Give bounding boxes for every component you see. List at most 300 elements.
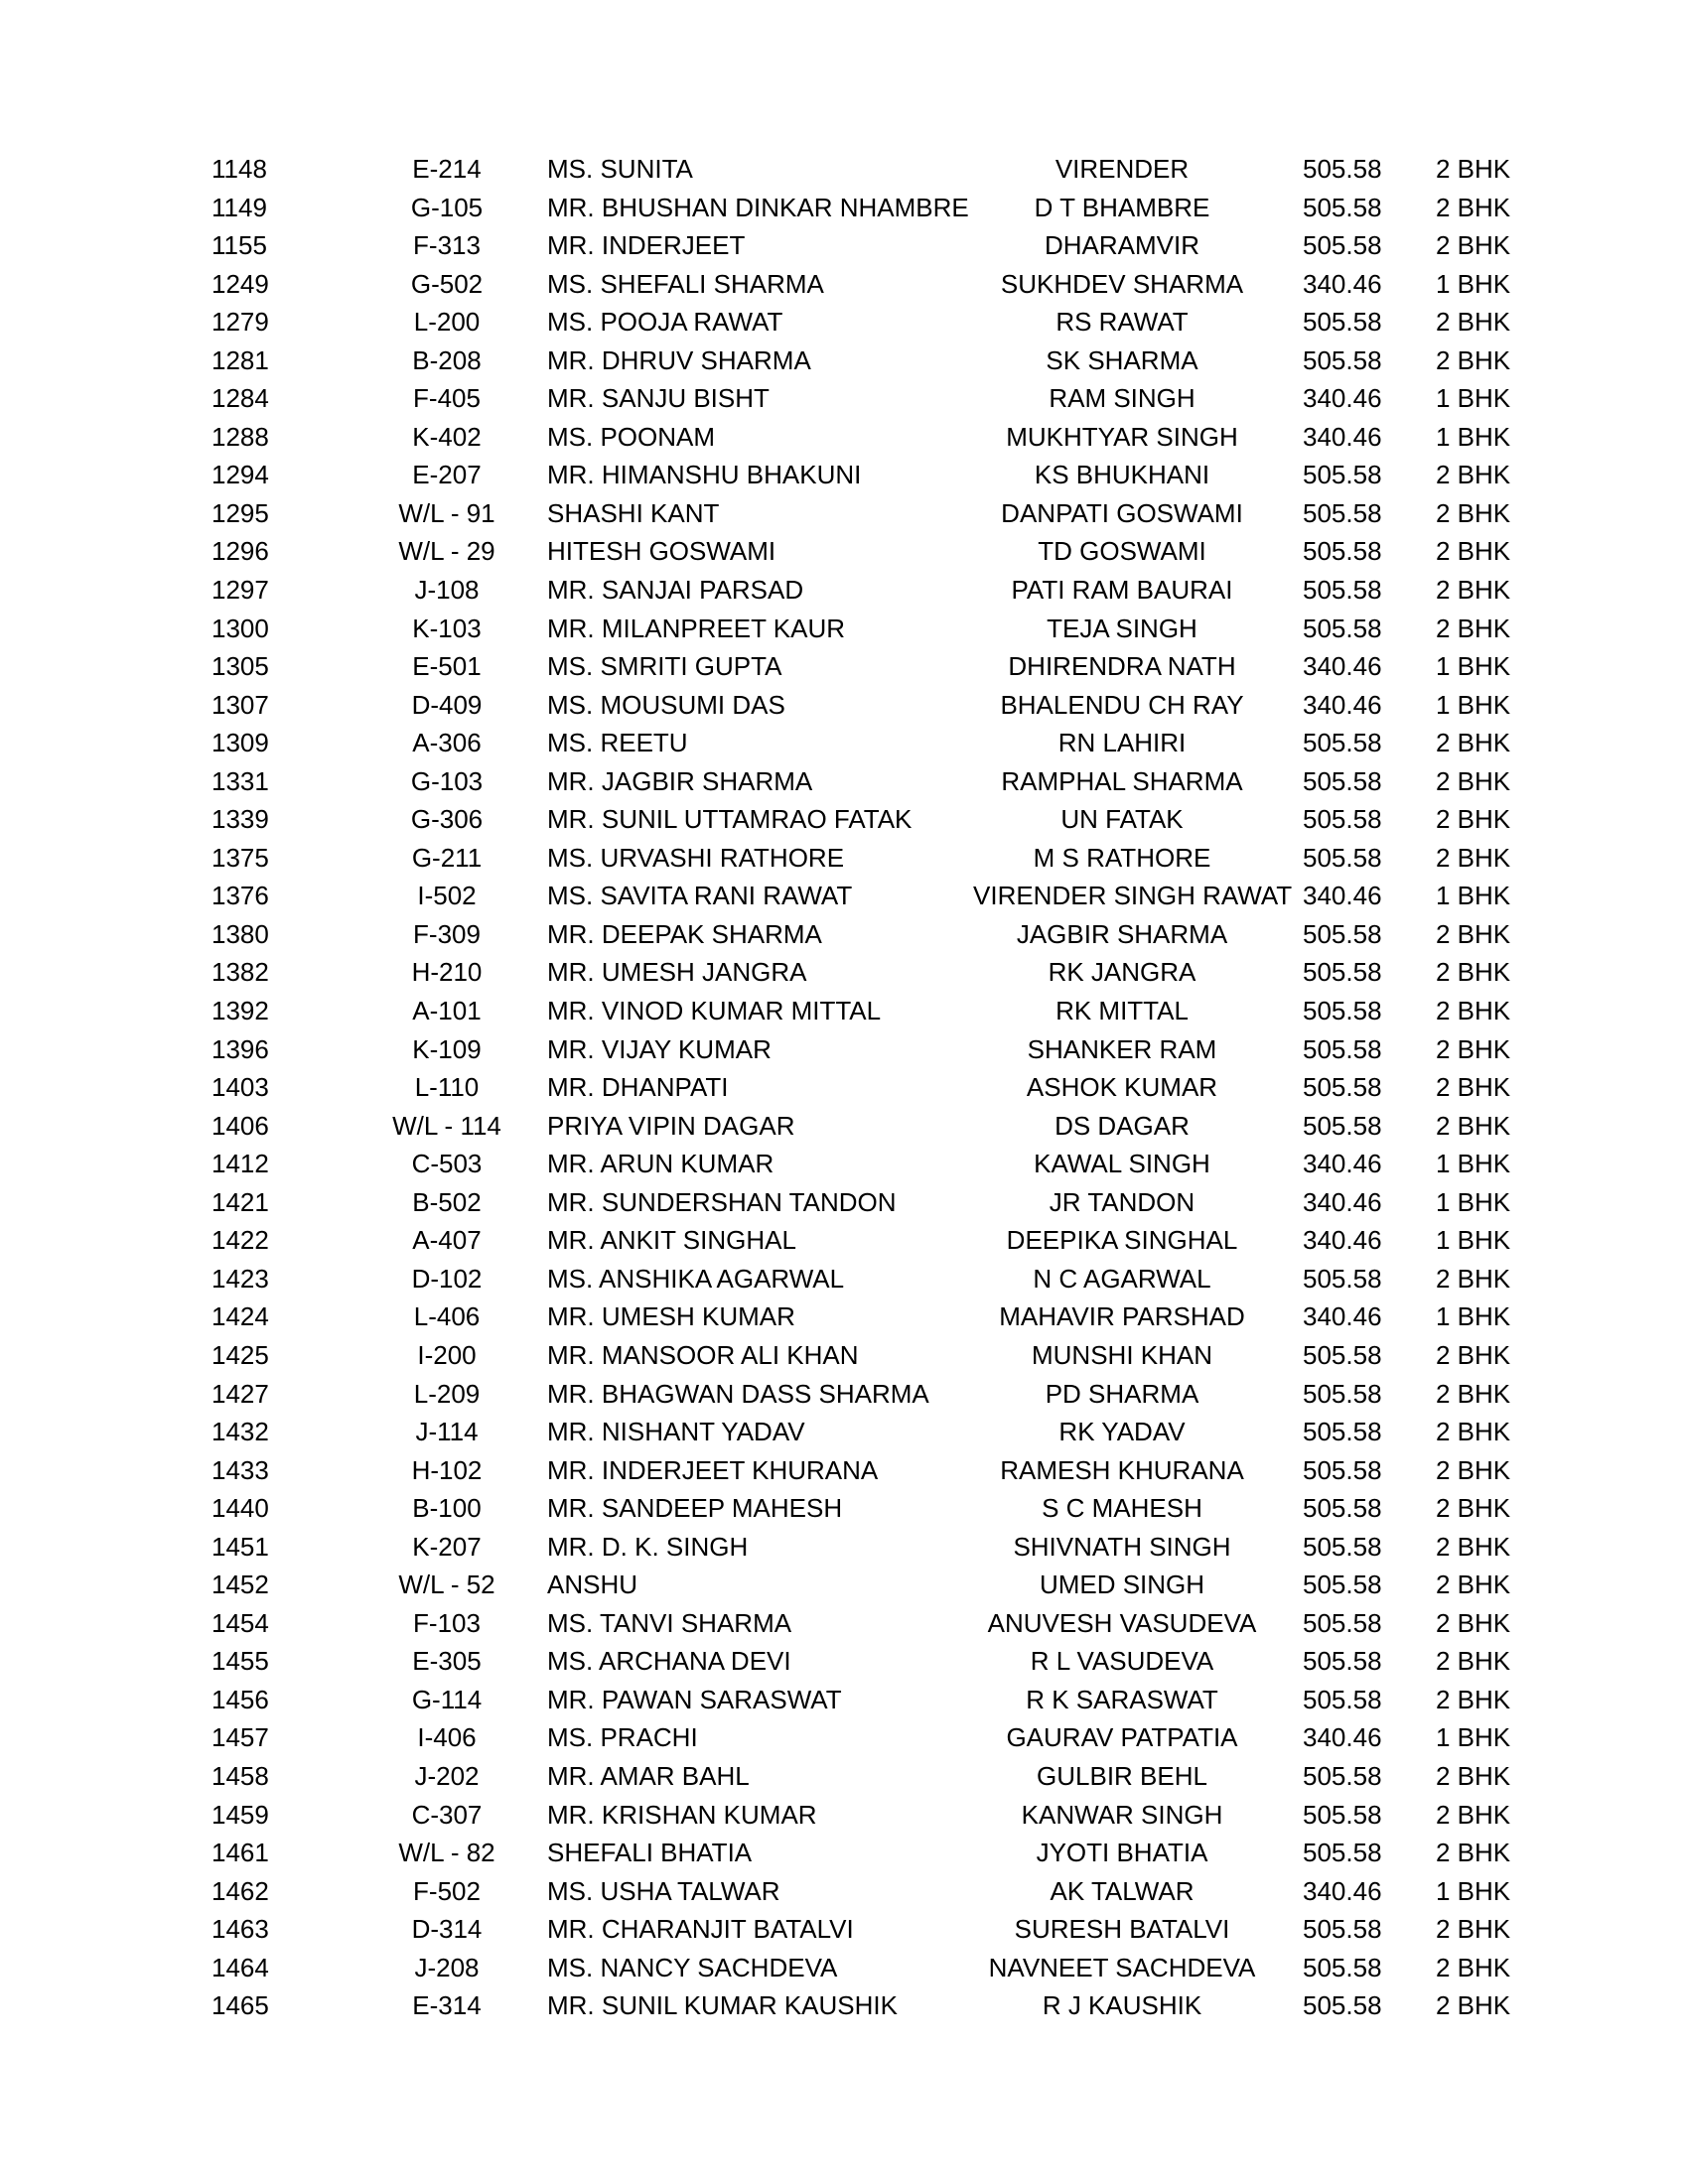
flat-area: 505.58 (1303, 1417, 1382, 1447)
flat-number: H-210 (411, 957, 483, 988)
serial-number: 1279 (211, 307, 269, 338)
table-row (0, 1297, 1688, 1336)
father-name: JAGBIR SHARMA (1016, 918, 1228, 949)
flat-type: 2 BHK (1436, 307, 1511, 338)
table-row (0, 800, 1688, 839)
table-row (0, 1566, 1688, 1604)
flat-number: J-114 (415, 1417, 479, 1447)
flat-number: D-102 (411, 1263, 483, 1294)
flat-number: L-200 (413, 307, 481, 338)
father-name: PD SHARMA (1045, 1378, 1199, 1409)
flat-area: 505.58 (1303, 918, 1382, 949)
father-name: KANWAR SINGH (1021, 1799, 1223, 1830)
father-name: KAWAL SINGH (1034, 1149, 1210, 1179)
father-name: RK YADAV (1058, 1417, 1186, 1447)
serial-number: 1331 (211, 765, 269, 796)
father-name: BHALENDU CH RAY (1000, 689, 1244, 720)
flat-type: 2 BHK (1436, 1684, 1511, 1714)
flat-number: K-402 (412, 421, 482, 452)
serial-number: 1396 (211, 1033, 269, 1064)
flat-number: F-313 (413, 230, 481, 261)
allottee-name: MR. INDERJEET KHURANA (547, 1454, 879, 1485)
serial-number: 1392 (211, 996, 269, 1026)
allottee-name: MR. SANJU BISHT (547, 383, 770, 414)
table-row (0, 610, 1688, 648)
flat-area: 505.58 (1303, 1914, 1382, 1945)
serial-number: 1421 (211, 1186, 269, 1217)
flat-type: 2 BHK (1436, 1033, 1511, 1064)
allottee-name: MR. VIJAY KUMAR (547, 1033, 772, 1064)
allottee-name: MR. DHRUV SHARMA (547, 344, 811, 375)
flat-type: 2 BHK (1436, 1570, 1511, 1600)
flat-type: 2 BHK (1436, 1838, 1511, 1868)
serial-number: 1451 (211, 1531, 269, 1562)
flat-type: 2 BHK (1436, 1110, 1511, 1141)
flat-number: A-306 (412, 728, 482, 758)
table-row (0, 1068, 1688, 1107)
flat-area: 505.58 (1303, 497, 1382, 528)
flat-number: C-503 (411, 1149, 483, 1179)
flat-number: I-502 (417, 881, 477, 911)
father-name: RAMESH KHURANA (1000, 1454, 1244, 1485)
allottee-name: MS. TANVI SHARMA (547, 1607, 792, 1638)
flat-number: K-103 (412, 613, 482, 643)
father-name: VIRENDER (1055, 154, 1190, 184)
father-name: RK MITTAL (1055, 996, 1189, 1026)
father-name: MUNSHI KHAN (1031, 1339, 1212, 1370)
serial-number: 1403 (211, 1072, 269, 1103)
flat-number: E-305 (412, 1646, 482, 1677)
serial-number: 1307 (211, 689, 269, 720)
flat-area: 505.58 (1303, 1072, 1382, 1103)
flat-area: 505.58 (1303, 1646, 1382, 1677)
flat-area: 505.58 (1303, 804, 1382, 835)
father-name: MUKHTYAR SINGH (1006, 421, 1238, 452)
flat-number: W/L - 29 (398, 536, 495, 567)
serial-number: 1425 (211, 1339, 269, 1370)
table-row (0, 532, 1688, 571)
flat-number: L-209 (413, 1378, 481, 1409)
table-row (0, 494, 1688, 533)
flat-type: 1 BHK (1436, 1722, 1511, 1753)
serial-number: 1375 (211, 842, 269, 873)
flat-area: 505.58 (1303, 307, 1382, 338)
father-name: M S RATHORE (1033, 842, 1211, 873)
serial-number: 1454 (211, 1607, 269, 1638)
flat-number: G-211 (411, 842, 483, 873)
flat-type: 2 BHK (1436, 1493, 1511, 1524)
table-row (0, 1910, 1688, 1949)
flat-number: F-502 (413, 1875, 481, 1906)
flat-type: 2 BHK (1436, 154, 1511, 184)
father-name: PATI RAM BAURAI (1011, 575, 1233, 606)
serial-number: 1305 (211, 651, 269, 682)
allottee-name: PRIYA VIPIN DAGAR (547, 1110, 795, 1141)
serial-number: 1412 (211, 1149, 269, 1179)
table-row (0, 418, 1688, 457)
flat-type: 2 BHK (1436, 1339, 1511, 1370)
allottee-name: MR. DEEPAK SHARMA (547, 918, 822, 949)
flat-area: 340.46 (1303, 689, 1382, 720)
serial-number: 1155 (211, 230, 267, 261)
flat-area: 505.58 (1303, 996, 1382, 1026)
father-name: DEEPIKA SINGHAL (1006, 1225, 1238, 1256)
father-name: RS RAWAT (1055, 307, 1189, 338)
flat-number: B-208 (412, 344, 482, 375)
flat-area: 340.46 (1303, 1722, 1382, 1753)
serial-number: 1295 (211, 497, 269, 528)
flat-type: 1 BHK (1436, 421, 1511, 452)
serial-number: 1297 (211, 575, 269, 606)
serial-number: 1461 (211, 1838, 269, 1868)
allottee-name: MR. SUNDERSHAN TANDON (547, 1186, 897, 1217)
allottee-name: MR. BHUSHAN DINKAR NHAMBRE (547, 192, 969, 222)
flat-type: 2 BHK (1436, 1990, 1511, 2021)
father-name: ANUVESH VASUDEVA (987, 1607, 1257, 1638)
flat-type: 1 BHK (1436, 383, 1511, 414)
flat-number: F-309 (413, 918, 481, 949)
table-row (0, 686, 1688, 725)
flat-number: J-208 (414, 1952, 480, 1982)
flat-type: 2 BHK (1436, 1531, 1511, 1562)
table-row (0, 839, 1688, 878)
flat-type: 2 BHK (1436, 1378, 1511, 1409)
table-row (0, 1336, 1688, 1375)
allottee-name: MR. UMESH JANGRA (547, 957, 807, 988)
serial-number: 1440 (211, 1493, 269, 1524)
flat-number: F-103 (413, 1607, 481, 1638)
flat-number: E-214 (412, 154, 482, 184)
allottee-name: MS. USHA TALWAR (547, 1875, 780, 1906)
flat-type: 1 BHK (1436, 689, 1511, 720)
allottee-name: MR. CHARANJIT BATALVI (547, 1914, 854, 1945)
allottee-name: SHEFALI BHATIA (547, 1838, 753, 1868)
father-name: UN FATAK (1060, 804, 1184, 835)
allottee-name: MS. POOJA RAWAT (547, 307, 783, 338)
table-row (0, 226, 1688, 265)
allottee-name: MS. REETU (547, 728, 688, 758)
flat-type: 2 BHK (1436, 575, 1511, 606)
serial-number: 1281 (211, 344, 269, 375)
flat-area: 505.58 (1303, 613, 1382, 643)
allottee-name: MR. SANJAI PARSAD (547, 575, 804, 606)
flat-type: 1 BHK (1436, 1186, 1511, 1217)
flat-area: 505.58 (1303, 728, 1382, 758)
table-row (0, 379, 1688, 418)
allottee-name: MS. SHEFALI SHARMA (547, 268, 824, 299)
table-row (0, 1642, 1688, 1681)
allottee-name: MR. SANDEEP MAHESH (547, 1493, 843, 1524)
flat-number: K-109 (412, 1033, 482, 1064)
flat-type: 2 BHK (1436, 957, 1511, 988)
allottee-name: MS. ARCHANA DEVI (547, 1646, 791, 1677)
allottee-name: MR. AMAR BAHL (547, 1760, 750, 1791)
serial-number: 1339 (211, 804, 269, 835)
flat-area: 505.58 (1303, 1378, 1382, 1409)
allottee-name: MR. SUNIL KUMAR KAUSHIK (547, 1990, 898, 2021)
serial-number: 1294 (211, 460, 269, 490)
serial-number: 1148 (211, 154, 267, 184)
allottee-name: MR. MANSOOR ALI KHAN (547, 1339, 859, 1370)
flat-number: J-108 (414, 575, 480, 606)
table-row (0, 341, 1688, 380)
allottee-name: MR. VINOD KUMAR MITTAL (547, 996, 882, 1026)
serial-number: 1422 (211, 1225, 269, 1256)
father-name: R L VASUDEVA (1030, 1646, 1214, 1677)
serial-number: 1452 (211, 1570, 269, 1600)
table-row (0, 1986, 1688, 2025)
table-row (0, 1451, 1688, 1490)
flat-area: 340.46 (1303, 1301, 1382, 1332)
allottee-name: MR. BHAGWAN DASS SHARMA (547, 1378, 929, 1409)
serial-number: 1433 (211, 1454, 269, 1485)
allottee-name: MR. PAWAN SARASWAT (547, 1684, 842, 1714)
father-name: NAVNEET SACHDEVA (988, 1952, 1256, 1982)
allottee-name: MR. HIMANSHU BHAKUNI (547, 460, 862, 490)
table-row (0, 1604, 1688, 1643)
flat-number: F-405 (413, 383, 481, 414)
table-row (0, 1681, 1688, 1719)
flat-number: I-406 (417, 1722, 477, 1753)
flat-number: C-307 (411, 1799, 483, 1830)
flat-number: G-105 (410, 192, 484, 222)
allottee-name: MS. SUNITA (547, 154, 693, 184)
flat-type: 1 BHK (1436, 1301, 1511, 1332)
father-name: SUKHDEV SHARMA (1000, 268, 1244, 299)
allottee-name: MS. URVASHI RATHORE (547, 842, 845, 873)
table-row (0, 1183, 1688, 1222)
flat-area: 505.58 (1303, 1033, 1382, 1064)
table-row (0, 1030, 1688, 1069)
allottee-name: HITESH GOSWAMI (547, 536, 776, 567)
table-row (0, 953, 1688, 992)
father-name: JR TANDON (1049, 1186, 1196, 1217)
flat-number: I-200 (417, 1339, 477, 1370)
allottee-name: MS. PRACHI (547, 1722, 698, 1753)
allottee-name: ANSHU (547, 1570, 638, 1600)
allotment-table (0, 150, 1688, 2025)
flat-number: B-502 (412, 1186, 482, 1217)
flat-area: 340.46 (1303, 651, 1382, 682)
flat-number: W/L - 52 (398, 1570, 495, 1600)
serial-number: 1309 (211, 728, 269, 758)
serial-number: 1432 (211, 1417, 269, 1447)
father-name: R J KAUSHIK (1042, 1990, 1202, 2021)
flat-type: 2 BHK (1436, 536, 1511, 567)
flat-area: 340.46 (1303, 268, 1382, 299)
serial-number: 1465 (211, 1990, 269, 2021)
flat-type: 2 BHK (1436, 1646, 1511, 1677)
table-row (0, 1489, 1688, 1528)
allottee-name: MR. NISHANT YADAV (547, 1417, 805, 1447)
father-name: N C AGARWAL (1033, 1263, 1211, 1294)
allottee-name: MR. INDERJEET (547, 230, 746, 261)
father-name: ASHOK KUMAR (1026, 1072, 1218, 1103)
flat-area: 505.58 (1303, 842, 1382, 873)
allottee-name: MR. DHANPATI (547, 1072, 729, 1103)
father-name: GULBIR BEHL (1037, 1760, 1207, 1791)
father-name: MAHAVIR PARSHAD (999, 1301, 1245, 1332)
father-name: D T BHAMBRE (1034, 192, 1210, 222)
table-row (0, 1718, 1688, 1757)
flat-number: W/L - 82 (398, 1838, 495, 1868)
flat-type: 2 BHK (1436, 230, 1511, 261)
father-name: AK TALWAR (1050, 1875, 1195, 1906)
father-name: RN LAHIRI (1057, 728, 1187, 758)
father-name: DANPATI GOSWAMI (1001, 497, 1243, 528)
father-name: SHIVNATH SINGH (1013, 1531, 1231, 1562)
flat-type: 2 BHK (1436, 1607, 1511, 1638)
father-name: R K SARASWAT (1026, 1684, 1218, 1714)
flat-number: A-101 (412, 996, 482, 1026)
table-row (0, 915, 1688, 954)
flat-area: 505.58 (1303, 1110, 1382, 1141)
father-name: DHARAMVIR (1044, 230, 1199, 261)
serial-number: 1457 (211, 1722, 269, 1753)
table-row (0, 265, 1688, 304)
serial-number: 1424 (211, 1301, 269, 1332)
serial-number: 1406 (211, 1110, 269, 1141)
table-row (0, 1221, 1688, 1260)
father-name: RAMPHAL SHARMA (1001, 765, 1243, 796)
table-row (0, 1260, 1688, 1298)
flat-area: 505.58 (1303, 1952, 1382, 1982)
flat-type: 2 BHK (1436, 192, 1511, 222)
serial-number: 1463 (211, 1914, 269, 1945)
flat-area: 340.46 (1303, 1149, 1382, 1179)
flat-area: 505.58 (1303, 192, 1382, 222)
serial-number: 1376 (211, 881, 269, 911)
allottee-name: MS. MOUSUMI DAS (547, 689, 785, 720)
father-name: S C MAHESH (1042, 1493, 1202, 1524)
table-row (0, 1145, 1688, 1183)
table-row (0, 1528, 1688, 1567)
table-row (0, 456, 1688, 494)
serial-number: 1249 (211, 268, 269, 299)
flat-area: 505.58 (1303, 154, 1382, 184)
father-name: RK JANGRA (1048, 957, 1196, 988)
flat-number: D-409 (411, 689, 483, 720)
father-name: VIRENDER SINGH RAWAT (973, 881, 1293, 911)
flat-area: 505.58 (1303, 536, 1382, 567)
father-name: DHIRENDRA NATH (1008, 651, 1236, 682)
serial-number: 1300 (211, 613, 269, 643)
flat-type: 1 BHK (1436, 651, 1511, 682)
flat-type: 1 BHK (1436, 268, 1511, 299)
flat-type: 2 BHK (1436, 460, 1511, 490)
flat-area: 505.58 (1303, 1339, 1382, 1370)
flat-type: 2 BHK (1436, 842, 1511, 873)
serial-number: 1462 (211, 1875, 269, 1906)
flat-type: 1 BHK (1436, 881, 1511, 911)
serial-number: 1380 (211, 918, 269, 949)
flat-type: 1 BHK (1436, 1875, 1511, 1906)
table-row (0, 1107, 1688, 1146)
flat-area: 505.58 (1303, 765, 1382, 796)
allottee-name: MS. SMRITI GUPTA (547, 651, 782, 682)
flat-number: G-103 (410, 765, 484, 796)
flat-type: 2 BHK (1436, 918, 1511, 949)
table-row (0, 303, 1688, 341)
flat-area: 340.46 (1303, 1225, 1382, 1256)
allottee-name: MR. ARUN KUMAR (547, 1149, 774, 1179)
flat-type: 2 BHK (1436, 497, 1511, 528)
table-row (0, 189, 1688, 227)
flat-area: 505.58 (1303, 230, 1382, 261)
father-name: RAM SINGH (1049, 383, 1196, 414)
flat-area: 505.58 (1303, 344, 1382, 375)
flat-number: B-100 (412, 1493, 482, 1524)
allottee-name: MS. NANCY SACHDEVA (547, 1952, 838, 1982)
flat-type: 2 BHK (1436, 1760, 1511, 1791)
father-name: TD GOSWAMI (1038, 536, 1206, 567)
flat-area: 340.46 (1303, 421, 1382, 452)
flat-type: 1 BHK (1436, 1149, 1511, 1179)
serial-number: 1149 (211, 192, 267, 222)
flat-area: 505.58 (1303, 1454, 1382, 1485)
father-name: DS DAGAR (1055, 1110, 1190, 1141)
flat-number: E-501 (412, 651, 482, 682)
flat-area: 505.58 (1303, 1493, 1382, 1524)
flat-type: 2 BHK (1436, 728, 1511, 758)
flat-type: 2 BHK (1436, 1799, 1511, 1830)
flat-number: K-207 (412, 1531, 482, 1562)
table-row (0, 1413, 1688, 1451)
father-name: JYOTI BHATIA (1036, 1838, 1208, 1868)
allottee-name: MR. D. K. SINGH (547, 1531, 749, 1562)
allottee-name: MS. POONAM (547, 421, 716, 452)
serial-number: 1296 (211, 536, 269, 567)
serial-number: 1456 (211, 1684, 269, 1714)
table-row (0, 1757, 1688, 1796)
table-row (0, 571, 1688, 610)
table-row (0, 1834, 1688, 1872)
allottee-name: MR. MILANPREET KAUR (547, 613, 846, 643)
flat-area: 505.58 (1303, 1990, 1382, 2021)
flat-type: 2 BHK (1436, 1417, 1511, 1447)
serial-number: 1427 (211, 1378, 269, 1409)
flat-area: 340.46 (1303, 1875, 1382, 1906)
table-row (0, 992, 1688, 1030)
flat-number: E-314 (412, 1990, 482, 2021)
table-row (0, 724, 1688, 762)
flat-number: D-314 (411, 1914, 483, 1945)
table-row (0, 762, 1688, 801)
serial-number: 1288 (211, 421, 269, 452)
allottee-name: MR. UMESH KUMAR (547, 1301, 795, 1332)
allottee-name: MR. JAGBIR SHARMA (547, 765, 813, 796)
flat-number: E-207 (412, 460, 482, 490)
serial-number: 1455 (211, 1646, 269, 1677)
flat-type: 2 BHK (1436, 1263, 1511, 1294)
flat-area: 505.58 (1303, 1838, 1382, 1868)
allottee-name: MS. SAVITA RANI RAWAT (547, 881, 853, 911)
flat-area: 340.46 (1303, 1186, 1382, 1217)
table-row (0, 150, 1688, 189)
father-name: SK SHARMA (1046, 344, 1198, 375)
flat-type: 2 BHK (1436, 613, 1511, 643)
flat-number: G-306 (410, 804, 484, 835)
flat-area: 505.58 (1303, 1531, 1382, 1562)
serial-number: 1423 (211, 1263, 269, 1294)
allottee-name: MR. ANKIT SINGHAL (547, 1225, 796, 1256)
flat-area: 505.58 (1303, 1570, 1382, 1600)
allottee-name: MR. KRISHAN KUMAR (547, 1799, 817, 1830)
father-name: GAURAV PATPATIA (1006, 1722, 1238, 1753)
flat-type: 2 BHK (1436, 344, 1511, 375)
flat-area: 505.58 (1303, 460, 1382, 490)
father-name: KS BHUKHANI (1034, 460, 1210, 490)
